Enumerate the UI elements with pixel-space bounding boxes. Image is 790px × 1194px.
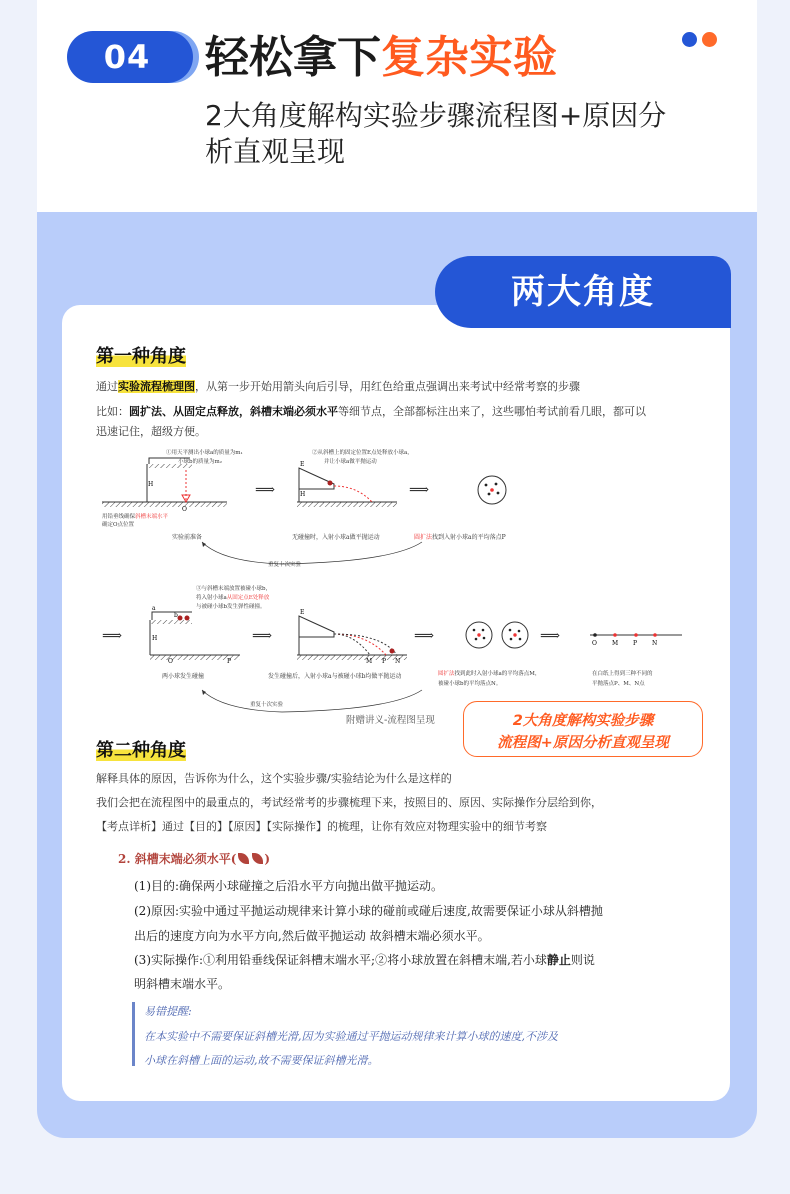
points-line [590, 633, 682, 647]
angle1-line1 [96, 379, 580, 394]
caption-no-collision: 无碰撞时，入射小球a做平抛运动 [292, 534, 380, 541]
angles-tab [435, 256, 731, 328]
angle1-heading [96, 346, 186, 368]
caption-circle: 圆扩法找到入射小球a的平均落点P [414, 534, 506, 541]
p-label: P [227, 658, 232, 665]
angle2-heading-text: 第二种角度 [96, 740, 186, 761]
section-subtitle [205, 98, 725, 170]
decor-dot-orange [702, 32, 717, 47]
tip-bar [132, 1002, 135, 1066]
reason-text-2: 出后的速度方向为水平方向,然后做平抛运动 故斜槽末端必须水平。 [134, 929, 490, 943]
repeat-label-1: 重复十次实验 [268, 562, 302, 568]
leaf-icon [252, 853, 263, 864]
section-title [205, 30, 557, 86]
e-label: E [300, 609, 305, 616]
caption-points-b: 平抛落点P、M、N点 [592, 681, 645, 687]
reason-text-1: (2)原因:实验中通过平抛运动规律来计算小球的碰前或碰后速度,故需要保证小球从斜槽抛 [134, 904, 603, 918]
bold-text: 圆扩法、从固定点释放，斜槽末端必须水平 [129, 405, 338, 418]
note-3a: ③与斜槽末端放置被碰小球b， [196, 586, 272, 592]
stage-prep [102, 458, 227, 513]
angle2-heading [96, 740, 186, 762]
experiment-flowchart [92, 440, 692, 740]
stage-after-collision [297, 609, 407, 665]
operation-text-1: (3)实际操作:①利用铅垂线保证斜槽末端水平;②将小球放置在斜槽末端,若小球静止则说 [134, 953, 595, 967]
stage-no-collision [297, 461, 397, 507]
stamp-line-2: 流程图+原因分析直观呈现 [497, 735, 669, 751]
operation-text-2: 明斜槽末端水平。 [134, 977, 231, 991]
stage-collision [150, 605, 240, 665]
angle2-line1: 解释具体的原因，告诉你为什么，这个实验步骤/实验结论为什么是这样的 [96, 772, 452, 785]
caption-collision: 两小球发生碰撞 [162, 673, 205, 680]
angle1-heading-text: 第一种角度 [96, 346, 186, 367]
subtitle-line: 2大角度解构实验步骤流程图+原因分 [205, 99, 667, 132]
note-1a: ①用天平测出小球a的质量为m₁ [166, 450, 243, 456]
text: 等细节点，全部都标注出来了，这些哪怕考试前看几眼，都可以 [338, 405, 646, 418]
note-1b: 小球b的质量为m₂ [178, 459, 222, 465]
leaf-icon [238, 853, 249, 864]
note-2a: ②从斜槽上的固定位置E点处释放小球a， [312, 450, 413, 456]
note-3b: 将入射小球a从固定点E处释放 [196, 595, 270, 601]
arrow-icon: ⟹ [409, 482, 430, 498]
h-label: H [152, 635, 158, 642]
stamp-line-1: 2大角度解构实验步骤 [512, 713, 654, 729]
angle2-line3: 【考点详析】通过【目的】【原因】【实际操作】的梳理，让你有效应对物理实验中的细节考察 [96, 820, 547, 833]
item-title-end: ) [264, 852, 271, 866]
summary-stamp [463, 701, 703, 757]
a-label: a [152, 605, 156, 612]
arrow-icon: ⟹ [414, 628, 435, 644]
section-number: 04 [103, 38, 151, 76]
title-part1: 轻松拿下 [205, 32, 381, 83]
text: 通过 [96, 380, 118, 393]
tip-title: 易错提醒: [144, 1005, 192, 1018]
m-label: M [612, 640, 619, 647]
angle2-line2: 我们会把在流程图中的最重点的，考试经常考的步骤梳理下来，按照目的、原因、实际操作分层给到你， [96, 796, 602, 809]
p-label: P [633, 640, 638, 647]
decor-dot-blue [682, 32, 697, 47]
arrow-icon: ⟹ [540, 628, 561, 644]
m-label: M [366, 658, 373, 665]
b-label: b [174, 612, 178, 619]
landing-circles [466, 622, 528, 648]
tip-line-2: 小球在斜槽上面的运动,故不需要保证斜槽光滑。 [144, 1054, 379, 1067]
left-note-2: 确定O点位置 [102, 522, 135, 528]
item-title [118, 851, 270, 867]
landing-circle [478, 476, 506, 504]
note-2b: 并让小球a做平抛运动 [324, 459, 377, 465]
o-label: O [168, 658, 173, 665]
angles-tab-label: 两大角度 [511, 272, 655, 312]
h-label: H [148, 481, 154, 488]
n-label: N [652, 640, 658, 647]
arrow-icon: ⟹ [255, 482, 276, 498]
angle1-line3: 迅速记住，超级方便。 [96, 425, 206, 438]
angle1-line2 [96, 404, 646, 419]
item-title-text: 2. 斜槽末端必须水平( [118, 852, 237, 866]
h-label: H [300, 491, 306, 498]
left-note-1: 用铅垂线确保斜槽末端水平 [102, 514, 169, 520]
section-number-badge [67, 31, 193, 83]
title-part2: 复杂实验 [381, 32, 557, 83]
p-label: P [382, 658, 387, 665]
repeat-label-2: 重复十次实验 [250, 702, 284, 708]
e-label: E [300, 461, 305, 468]
highlight-text: 实验流程梳理图 [118, 380, 195, 393]
note-3c: 与被碰小球b发生弹性碰撞。 [196, 604, 266, 610]
flowchart-caption: 附赠讲义-流程图呈现 [346, 715, 435, 726]
caption-after-collision: 发生碰撞后，入射小球a与被碰小球b均做平抛运动 [268, 673, 402, 680]
arrow-icon: ⟹ [102, 628, 123, 644]
caption-points-a: 在白纸上得到三种不同的 [592, 671, 653, 677]
text: ，从第一步开始用箭头向后引导，用红色给重点强调出来考试中经常考察的步骤 [195, 380, 580, 393]
caption-circles-a: 圆扩法找到此时入射小球a的平均落点M， [438, 671, 541, 677]
n-label: N [395, 658, 401, 665]
caption-circles-b: 被碰小球b的平均落点N。 [438, 681, 502, 687]
o-label: O [182, 506, 187, 513]
text: 比如： [96, 405, 129, 418]
arrow-icon: ⟹ [252, 628, 273, 644]
tip-line-1: 在本实验中不需要保证斜槽光滑,因为实验通过平抛运动规律来计算小球的速度,不涉及 [144, 1030, 558, 1043]
caption-prep: 实验前准备 [172, 534, 203, 541]
purpose-text: (1)目的:确保两小球碰撞之后沿水平方向抛出做平抛运动。 [134, 879, 444, 893]
o-label: O [592, 640, 597, 647]
subtitle-line: 析直观呈现 [205, 135, 346, 168]
